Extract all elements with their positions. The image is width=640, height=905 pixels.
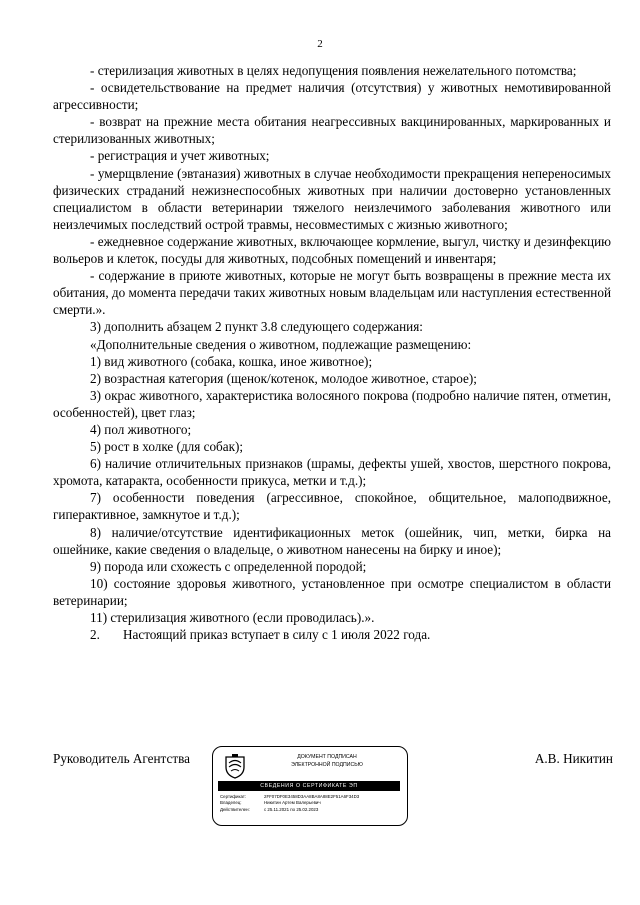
paragraph-amendment-3: 3) дополнить абзацем 2 пункт 3.8 следующего содержания: bbox=[90, 319, 423, 335]
list-item-9: 9) порода или схожесть с определенной породой; bbox=[90, 558, 367, 574]
document-body bbox=[53, 62, 611, 643]
list-item-5: 5) рост в холке (для собак); bbox=[90, 439, 244, 455]
stamp-details bbox=[220, 794, 402, 813]
owner-value: Никитин Артем Валерьевич bbox=[264, 800, 321, 806]
list-item-2: 2) возрастная категория (щенок/котенок, молодое животное, старое); bbox=[90, 370, 477, 386]
signatory-title: Руководитель Агентства bbox=[53, 751, 190, 766]
page-number: 2 bbox=[317, 38, 323, 50]
paragraph-daily-care: - ежедневное содержание животных, включающее кормление, выгул, чистку и дезинфекцию вольеров и клеток, посуды для животных, подсобных помещений и инвентаря; bbox=[53, 233, 611, 267]
validity-value: с 25.11.2021 по 25.02.2023 bbox=[264, 806, 319, 812]
owner-label: Владелец: bbox=[220, 800, 242, 806]
paragraph-shelter-keeping: - содержание в приюте животных, которые не могут быть возвращены в прежние места их обитания, до момента передачи таких животных новым владельцам или наступления естественной смерти.». bbox=[53, 268, 612, 318]
list-item-8: 8) наличие/отсутствие идентификационных меток (ошейник, чип, метки, бирка на ошейнике, какие сведения о владельце, о животном нанесены на бирку и иное); bbox=[53, 524, 611, 557]
paragraph-euthanasia: - умерщвление (эвтаназия) животных в случае необходимости прекращения непереносимых физических страданий нежизнеспособных животных при наличии достоверно установленных специалистом в области ветеринарии тяжелого неизлечимого заболевания животного или неизлечимых последствий острой травмы, несовместимых с жизнью животного; bbox=[53, 165, 611, 232]
coat-of-arms-icon bbox=[223, 753, 247, 779]
list-item-10: 10) состояние здоровья животного, установленное при осмотре специалистом в области ветеринарии; bbox=[53, 575, 611, 608]
stamp-row-validity bbox=[220, 807, 402, 813]
validity-label: Действителен: bbox=[220, 806, 250, 812]
paragraph-sterilization: - стерилизация животных в целях недопущения появления нежелательного потомства; bbox=[90, 63, 577, 78]
paragraph-registration: - регистрация и учет животных; bbox=[90, 148, 270, 164]
electronic-signature-stamp bbox=[212, 746, 408, 826]
stamp-certificate-bar: СВЕДЕНИЯ О СЕРТИФИКАТЕ ЭП bbox=[218, 781, 400, 791]
stamp-line-2: ЭЛЕКТРОННОЙ ПОДПИСЬЮ bbox=[291, 762, 363, 768]
list-item-3: 3) окрас животного, характеристика волосяного покрова (подробно наличие пятен, отметин, особенностей), цвет глаз; bbox=[53, 387, 611, 420]
list-item-1: 1) вид животного (собака, кошка, иное животное); bbox=[90, 353, 373, 369]
signatory-name: А.В. Никитин bbox=[534, 751, 613, 766]
paragraph-examination: - освидетельствование на предмет наличия (отсутствия) у животных немотивированной агрессивности; bbox=[53, 80, 611, 113]
paragraph-return: - возврат на прежние места обитания неагрессивных вакцинированных, маркированных и стерилизованных животных; bbox=[53, 114, 611, 147]
paragraph-effective-date: 2. Настоящий приказ вступает в силу с 1 июля 2022 года. bbox=[90, 627, 431, 643]
list-item-7: 7) особенности поведения (агрессивное, спокойное, общительное, малоподвижное, гиперактивное, замкнутое и т.д.); bbox=[53, 490, 611, 523]
certificate-value: 2FF07DF0E3458D3AA8BA8A88E2F51A6F34D3 bbox=[264, 794, 360, 799]
certificate-label: Сертификат: bbox=[220, 794, 247, 799]
stamp-line-1: ДОКУМЕНТ ПОДПИСАН bbox=[297, 754, 357, 760]
list-item-6: 6) наличие отличительных признаков (шрамы, дефекты ушей, хвостов, шерстного покрова, хромота, катаракта, особенности прикуса, метки и т.д.); bbox=[53, 456, 611, 489]
stamp-heading bbox=[257, 753, 397, 769]
list-item-11: 11) стерилизация животного (если проводилась).». bbox=[90, 610, 375, 625]
paragraph-additional-info: «Дополнительные сведения о животном, подлежащие размещению: bbox=[90, 336, 472, 352]
list-item-4: 4) пол животного; bbox=[90, 421, 192, 437]
